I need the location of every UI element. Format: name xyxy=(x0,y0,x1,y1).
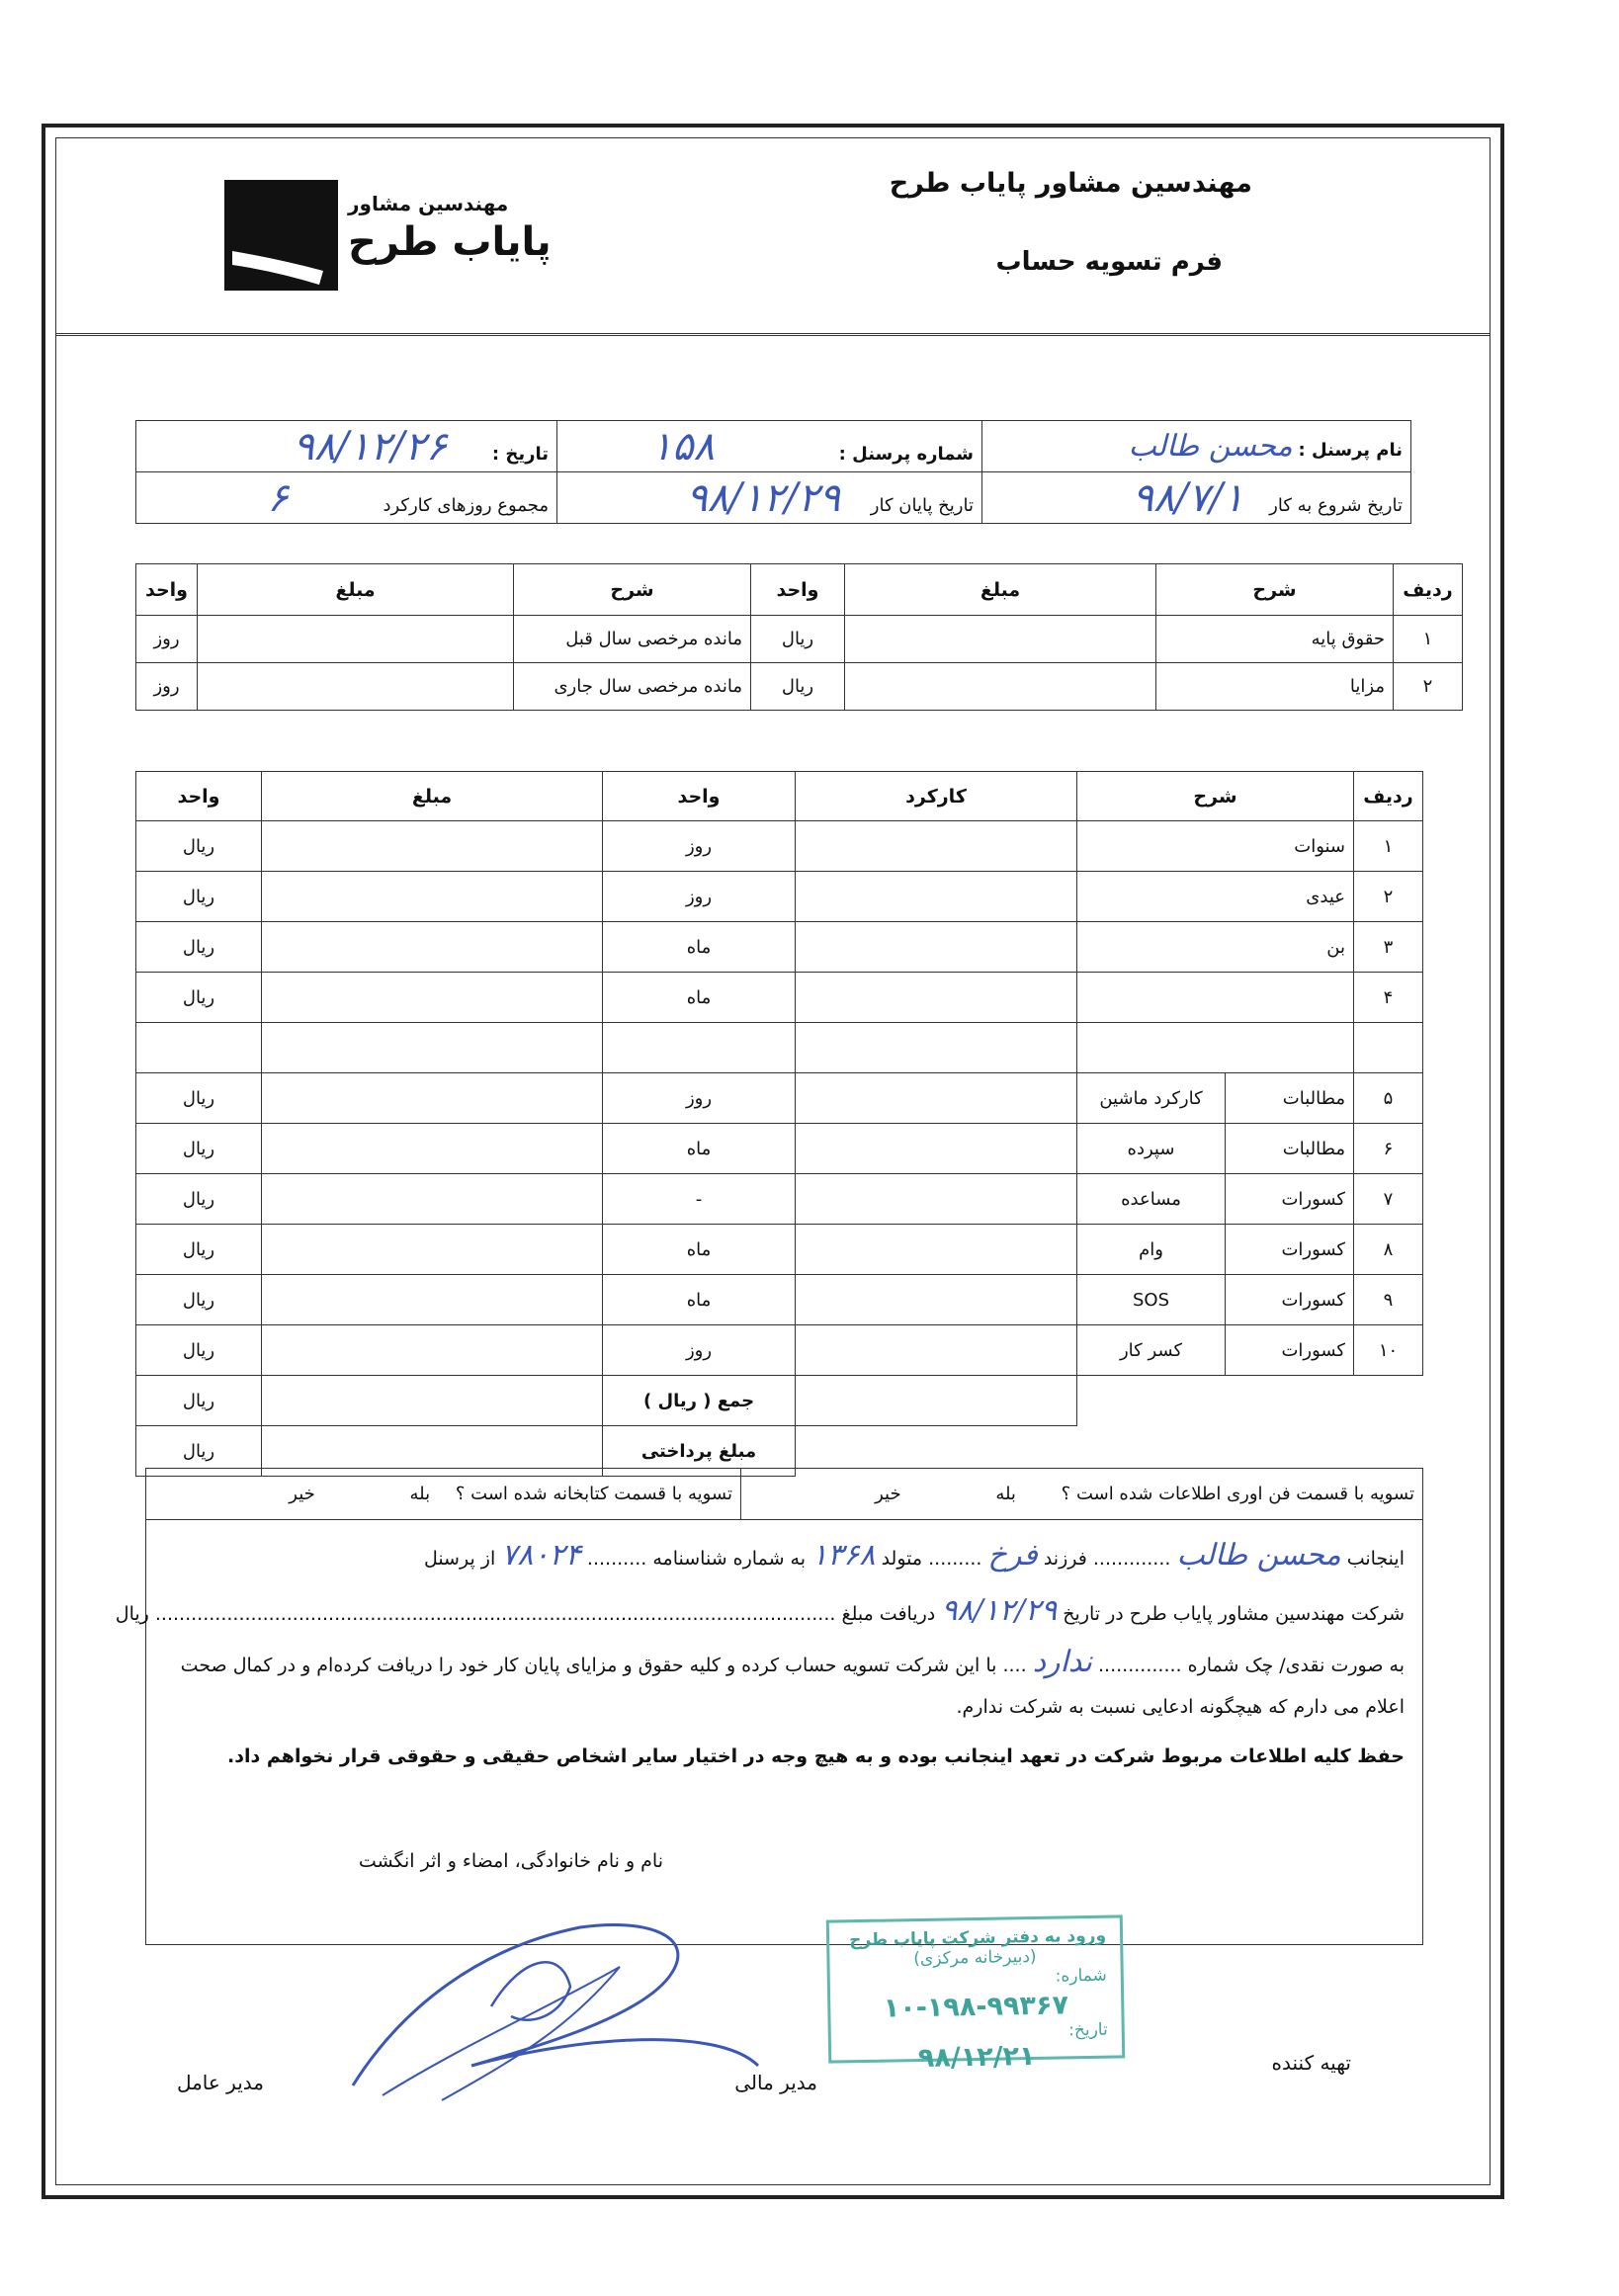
t2-row-unit: ماه xyxy=(603,922,796,973)
t1-header-unit: واحد xyxy=(751,564,845,616)
paid-label: مبلغ پرداختی xyxy=(603,1426,796,1477)
t1-row-desc2: مانده مرخصی سال جاری xyxy=(514,663,751,711)
t1-header-desc: شرح xyxy=(1156,564,1394,616)
t2-row-category: مطالبات xyxy=(1226,1073,1354,1124)
end-date-label: تاریخ پایان کار xyxy=(870,494,974,516)
t2-row-number: ۹ xyxy=(1354,1275,1423,1325)
start-date-label: تاریخ شروع به کار xyxy=(1269,494,1403,516)
t1-header-amount2: مبلغ xyxy=(198,564,514,616)
cheque-number-handwritten: ندارد xyxy=(1032,1645,1092,1679)
finance-manager-label: مدیر مالی xyxy=(734,2071,817,2094)
it-clearance-cell xyxy=(741,1469,1423,1520)
start-date-value: ۹۸/۷/۱ xyxy=(1132,474,1244,521)
t2-row-number: ۲ xyxy=(1354,872,1423,922)
t2-row-category: کسورات xyxy=(1226,1174,1354,1225)
personnel-number-value: ۱۵۸ xyxy=(650,423,715,469)
stamp-number-label: شماره: xyxy=(1055,1965,1107,1987)
form-title: فرم تسویه حساب xyxy=(995,247,1223,277)
father-name-handwritten: فرخ xyxy=(987,1538,1038,1573)
t2-row-unit2: ریال xyxy=(136,1124,262,1174)
company-logo xyxy=(224,180,560,294)
t2-row-work xyxy=(796,1325,1077,1376)
t1-row-desc: مزایا xyxy=(1156,663,1394,711)
id-number-handwritten: ۷۸۰۲۴ xyxy=(501,1538,581,1573)
statement-line-3: به صورت نقدی/ چک شماره .............. ندارد .... با این شرکت تسویه حساب کرده و کلیه حقوق و مزایای پایان کار خود را دریافت کرده‌ام و در کمال صحت xyxy=(180,1645,1405,1679)
t2-header-unit: واحد xyxy=(603,772,796,821)
t1-row-amount2 xyxy=(198,616,514,663)
personnel-info-table xyxy=(135,420,1411,524)
t1-header-amount: مبلغ xyxy=(845,564,1156,616)
t2-row-unit: روز xyxy=(603,1325,796,1376)
it-yes-option[interactable]: بله xyxy=(995,1484,1016,1504)
t2-row-desc: سنوات xyxy=(1077,821,1354,872)
statement-line-4: اعلام می دارم که هیچگونه ادعایی نسبت به شرکت ندارم. xyxy=(956,1696,1405,1718)
t1-row-amount xyxy=(845,616,1156,663)
settlement-table xyxy=(135,771,1423,1477)
end-date-cell xyxy=(557,472,982,524)
t2-row-desc xyxy=(1077,973,1354,1023)
employee-signature xyxy=(323,1888,778,2115)
t2-row-unit: روز xyxy=(603,821,796,872)
t2-row-desc: کسر کار xyxy=(1077,1325,1226,1376)
t2-row-category: کسورات xyxy=(1226,1275,1354,1325)
t2-row-unit2: ریال xyxy=(136,872,262,922)
table-row xyxy=(136,872,1423,922)
t2-header-desc: شرح xyxy=(1077,772,1354,821)
t1-row-number: ۲ xyxy=(1394,663,1463,711)
personnel-name-cell xyxy=(982,421,1411,472)
t2-row-number: ۴ xyxy=(1354,973,1423,1023)
t2-row-unit2: ریال xyxy=(136,1325,262,1376)
table-row xyxy=(136,922,1423,973)
t2-header-row: ردیف xyxy=(1354,772,1423,821)
preparer-label: تهیه کننده xyxy=(1271,2051,1351,2075)
t2-row-unit2: ریال xyxy=(136,1225,262,1275)
t2-row-amount xyxy=(262,973,603,1023)
t2-row-desc: کارکرد ماشین xyxy=(1077,1073,1226,1124)
t2-row-unit: روز xyxy=(603,1073,796,1124)
work-days-label: مجموع روزهای کارکرد xyxy=(383,494,549,516)
stamp-line-2: (دبیرخانه مرکزی) xyxy=(913,1946,1037,1970)
t1-row-unit: ریال xyxy=(751,663,845,711)
t2-row-unit2: ریال xyxy=(136,1174,262,1225)
logo-text-big: پایاب طرح xyxy=(348,219,552,265)
library-no-option[interactable]: خیر xyxy=(289,1484,315,1504)
work-days-cell xyxy=(136,472,557,524)
t2-row-number: ۱۰ xyxy=(1354,1325,1423,1376)
library-clearance-cell xyxy=(146,1469,741,1520)
personnel-name-label: نام پرسنل : xyxy=(1298,440,1403,461)
t1-row-desc: حقوق پایه xyxy=(1156,616,1394,663)
table-row-empty xyxy=(136,1023,1423,1073)
t2-row-work xyxy=(796,1073,1077,1124)
table-row xyxy=(136,663,1463,711)
t2-row-unit: ماه xyxy=(603,1225,796,1275)
employee-name-handwritten: محسن طالب xyxy=(1176,1538,1341,1573)
t2-row-amount xyxy=(262,922,603,973)
t2-row-unit2: ریال xyxy=(136,821,262,872)
company-title: مهندسین مشاور پایاب طرح xyxy=(889,168,1252,199)
t2-header-unit2: واحد xyxy=(136,772,262,821)
total-unit: ریال xyxy=(136,1376,262,1426)
stamp-date-value: ۹۸/۱۲/۲۱ xyxy=(917,2040,1036,2075)
t1-header-unit2: واحد xyxy=(136,564,198,616)
form-date-value: ۹۸/۱۲/۲۶ xyxy=(293,423,448,469)
t1-row-unit: ریال xyxy=(751,616,845,663)
statement-box xyxy=(115,1520,1423,1945)
t2-row-category: کسورات xyxy=(1226,1225,1354,1275)
total-label: جمع ( ریال ) xyxy=(603,1376,796,1426)
t2-row-work xyxy=(796,872,1077,922)
t1-row-unit2: روز xyxy=(136,616,198,663)
table-row xyxy=(136,616,1463,663)
personnel-number-cell xyxy=(557,421,982,472)
table-row xyxy=(136,1174,1423,1225)
ceo-label: مدیر عامل xyxy=(176,2071,264,2094)
t1-row-amount xyxy=(845,663,1156,711)
t2-row-work xyxy=(796,1225,1077,1275)
t2-row-number: ۱ xyxy=(1354,821,1423,872)
it-clearance-question: تسویه با قسمت فن اوری اطلاعات شده است ؟ xyxy=(1061,1484,1414,1504)
table-row xyxy=(136,1325,1423,1376)
t1-header-row: ردیف xyxy=(1394,564,1463,616)
t2-row-unit2: ریال xyxy=(136,973,262,1023)
t2-row-number: ۵ xyxy=(1354,1073,1423,1124)
work-days-value: ۶ xyxy=(267,474,289,521)
form-frame xyxy=(42,124,1504,2199)
t2-row-unit: ماه xyxy=(603,1124,796,1174)
t2-row-unit: روز xyxy=(603,872,796,922)
form-header xyxy=(56,138,1490,336)
signature-label: نام و نام خانوادگی، امضاء و اثر انگشت xyxy=(358,1850,663,1872)
stamp-number-value: ۱۰-۱۹۸-۹۹۳۶۷ xyxy=(883,1990,1069,2024)
t1-header-desc2: شرح xyxy=(514,564,751,616)
t2-row-category: کسورات xyxy=(1226,1325,1354,1376)
personnel-number-label: شماره پرسنل : xyxy=(838,443,974,465)
personnel-name-value: محسن طالب xyxy=(1128,429,1293,464)
logo-text-small: مهندسین مشاور xyxy=(348,192,509,215)
t2-row-desc: مساعده xyxy=(1077,1174,1226,1225)
t2-row-number: ۳ xyxy=(1354,922,1423,973)
library-yes-option[interactable]: بله xyxy=(409,1484,431,1504)
t2-row-work xyxy=(796,922,1077,973)
stamp-line-1: ورود به دفتر شرکت پایاب طرح xyxy=(849,1925,1107,1951)
t2-row-work xyxy=(796,821,1077,872)
statement-line-1: اینجانب محسن طالب ............. فرزند فرخ ......... متولد ۱۳۶۸ به شماره شناسنامه .......... ۷۸۰۲۴ از پرسنل xyxy=(423,1538,1405,1573)
t2-row-desc: عیدی xyxy=(1077,872,1354,922)
clearance-questions xyxy=(115,1468,1423,1945)
t2-row-desc: SOS xyxy=(1077,1275,1226,1325)
t2-row-amount xyxy=(262,1174,603,1225)
t2-row-unit: - xyxy=(603,1174,796,1225)
t2-header-amount: مبلغ xyxy=(262,772,603,821)
end-date-value: ۹۸/۱۲/۲۹ xyxy=(686,474,841,521)
t2-row-desc: سپرده xyxy=(1077,1124,1226,1174)
t2-row-amount xyxy=(262,1124,603,1174)
t2-row-amount xyxy=(262,1325,603,1376)
total-row xyxy=(136,1376,1423,1426)
registration-stamp xyxy=(826,1914,1125,2075)
t2-row-work xyxy=(796,1275,1077,1325)
t2-row-desc: بن xyxy=(1077,922,1354,973)
table-row xyxy=(136,1275,1423,1325)
t2-row-amount xyxy=(262,872,603,922)
table-row xyxy=(136,1225,1423,1275)
t2-row-number: ۷ xyxy=(1354,1174,1423,1225)
stamp-date-label: تاریخ: xyxy=(1068,2019,1108,2041)
statement-line-5: حفظ کلیه اطلاعات مربوط شرکت در تعهد اینجانب بوده و به هیچ وجه در اختیار سایر اشخاص حقیقی و حقوقی قرار نخواهم داد. xyxy=(227,1745,1405,1767)
logo-mark-icon xyxy=(224,180,338,291)
t2-row-work xyxy=(796,1124,1077,1174)
t2-row-amount xyxy=(262,821,603,872)
library-clearance-question: تسویه با قسمت کتابخانه شده است ؟ xyxy=(455,1484,732,1504)
t2-row-work xyxy=(796,973,1077,1023)
t2-row-amount xyxy=(262,1225,603,1275)
t1-row-amount2 xyxy=(198,663,514,711)
t2-row-number: ۸ xyxy=(1354,1225,1423,1275)
table-row xyxy=(136,821,1423,872)
t2-row-amount xyxy=(262,1275,603,1325)
total-amount xyxy=(262,1376,603,1426)
table-row xyxy=(136,973,1423,1023)
t2-row-unit: ماه xyxy=(603,1275,796,1325)
t2-row-number: ۶ xyxy=(1354,1124,1423,1174)
t2-row-work xyxy=(796,1174,1077,1225)
it-no-option[interactable]: خیر xyxy=(875,1484,901,1504)
paid-unit: ریال xyxy=(136,1426,262,1477)
t1-row-desc2: مانده مرخصی سال قبل xyxy=(514,616,751,663)
t2-row-unit: ماه xyxy=(603,973,796,1023)
form-inner-border xyxy=(55,137,1491,2185)
t2-row-amount xyxy=(262,1073,603,1124)
t2-row-desc: وام xyxy=(1077,1225,1226,1275)
birth-year-handwritten: ۱۳۶۸ xyxy=(811,1538,876,1573)
form-date-cell xyxy=(136,421,557,472)
t2-row-category: مطالبات xyxy=(1226,1124,1354,1174)
form-date-label: تاریخ : xyxy=(491,443,549,465)
statement-line-2: شرکت مهندسین مشاور پایاب طرح در تاریخ ۹۸/۱۲/۲۹ دریافت مبلغ .................................................................................................................. ریال xyxy=(115,1593,1405,1628)
t1-row-number: ۱ xyxy=(1394,616,1463,663)
t2-row-unit2: ریال xyxy=(136,1275,262,1325)
table-row xyxy=(136,1073,1423,1124)
t2-row-unit2: ریال xyxy=(136,1073,262,1124)
table-row xyxy=(136,1124,1423,1174)
salary-table xyxy=(135,563,1463,711)
t2-header-work: کارکرد xyxy=(796,772,1077,821)
start-date-cell xyxy=(982,472,1411,524)
payment-date-handwritten: ۹۸/۱۲/۲۹ xyxy=(941,1593,1058,1628)
t2-row-unit2: ریال xyxy=(136,922,262,973)
t1-row-unit2: روز xyxy=(136,663,198,711)
